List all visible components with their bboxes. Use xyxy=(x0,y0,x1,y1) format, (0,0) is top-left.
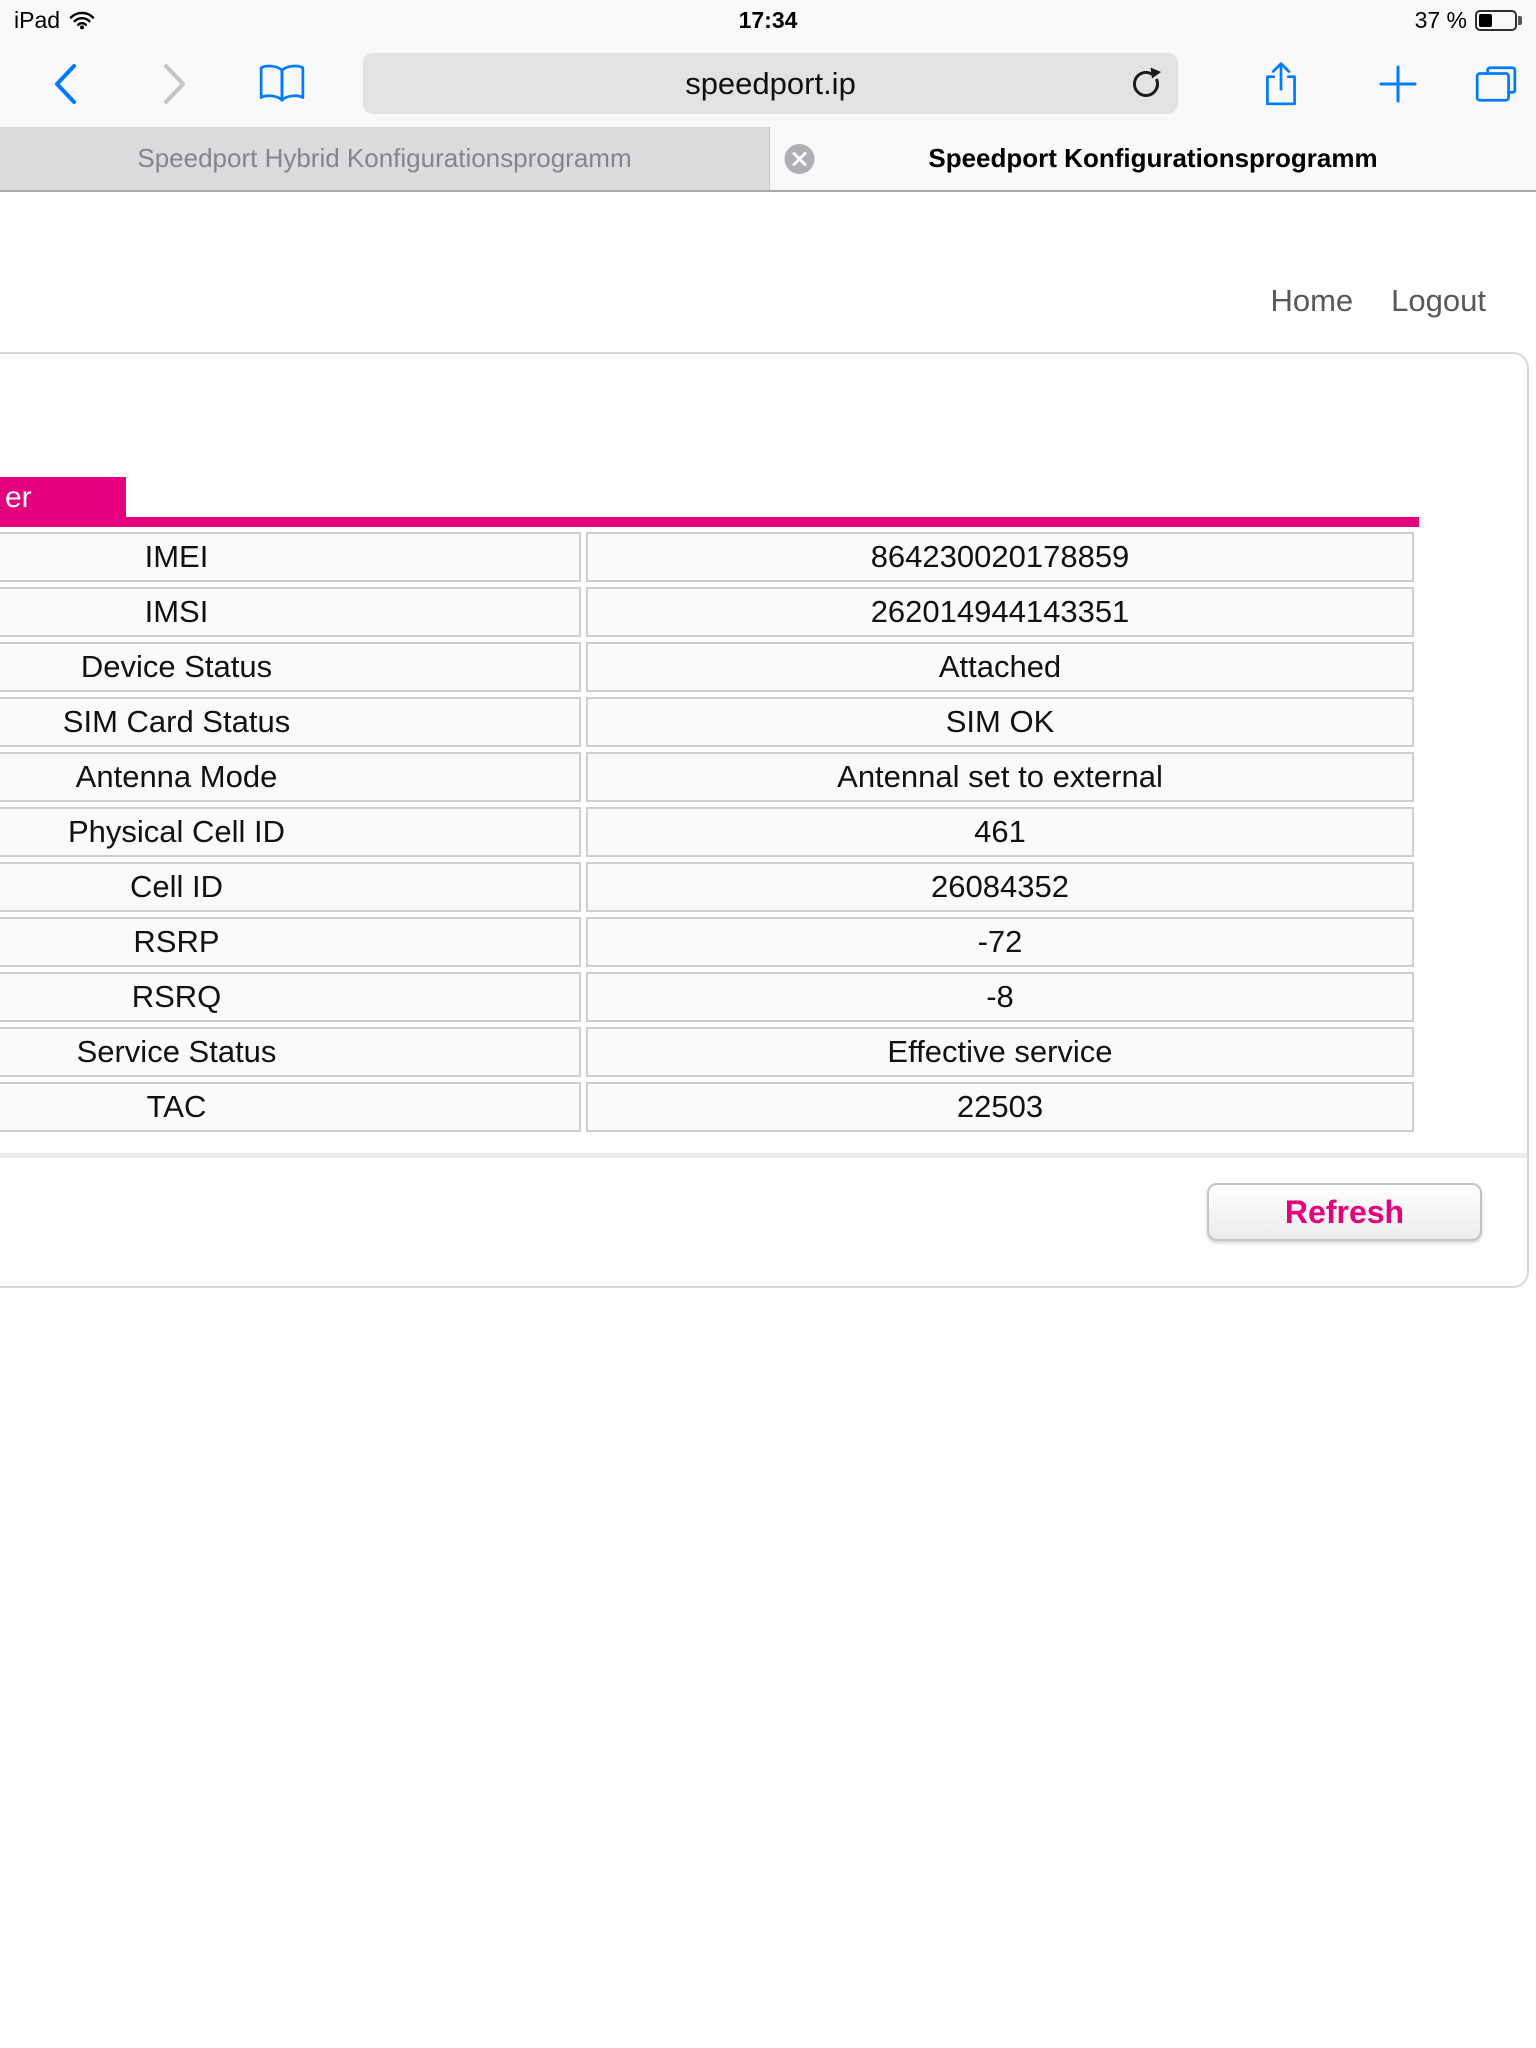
tab-speedport-konfigurationsprogramm[interactable] xyxy=(770,127,1536,190)
row-label: Physical Cell ID xyxy=(0,807,581,857)
table-row xyxy=(0,642,1414,692)
row-value: Effective service xyxy=(586,1027,1414,1077)
table-row xyxy=(0,917,1414,967)
share-icon xyxy=(1262,60,1300,108)
row-label: Cell ID xyxy=(0,862,581,912)
table-row xyxy=(0,532,1414,582)
tab-bar xyxy=(0,127,1536,192)
table-row xyxy=(0,972,1414,1022)
section-accent-bar xyxy=(0,517,1419,527)
table-row xyxy=(0,862,1414,912)
close-tab-button[interactable] xyxy=(784,143,815,174)
table-row xyxy=(0,807,1414,857)
forward-button[interactable] xyxy=(162,40,188,127)
row-label: RSRQ xyxy=(0,972,581,1022)
row-label: SIM Card Status xyxy=(0,697,581,747)
refresh-button[interactable]: Refresh xyxy=(1207,1183,1482,1241)
share-button[interactable] xyxy=(1262,40,1300,127)
row-value: -8 xyxy=(586,972,1414,1022)
page-nav-links xyxy=(1270,283,1486,319)
lte-section-tab-label: er xyxy=(5,481,32,514)
battery-fill xyxy=(1479,14,1492,27)
reload-icon xyxy=(1128,66,1164,102)
new-tab-button[interactable] xyxy=(1378,40,1418,127)
browser-toolbar xyxy=(0,40,1536,127)
battery-percent-label: 37 % xyxy=(1414,6,1467,33)
table-row xyxy=(0,587,1414,637)
tab-speedport-hybrid[interactable] xyxy=(0,127,770,190)
row-label: Device Status xyxy=(0,642,581,692)
table-row xyxy=(0,1027,1414,1077)
table-row xyxy=(0,1082,1414,1132)
row-label: IMEI xyxy=(0,532,581,582)
tabs-icon xyxy=(1474,64,1518,104)
device-label: iPad xyxy=(14,6,61,33)
logout-link[interactable]: Logout xyxy=(1391,283,1486,318)
row-value: -72 xyxy=(586,917,1414,967)
lte-info-table xyxy=(0,527,1419,1137)
content-panel xyxy=(0,352,1529,1288)
section-divider xyxy=(0,1153,1527,1158)
row-label: IMSI xyxy=(0,587,581,637)
close-icon xyxy=(784,143,815,174)
row-value: 461 xyxy=(586,807,1414,857)
forward-chevron-icon xyxy=(166,66,183,102)
tab-overview-button[interactable] xyxy=(1474,40,1518,127)
row-label: TAC xyxy=(0,1082,581,1132)
plus-icon xyxy=(1378,64,1418,104)
row-value: 262014944143351 xyxy=(586,587,1414,637)
row-label: Antenna Mode xyxy=(0,752,581,802)
battery-icon xyxy=(1475,10,1522,31)
table-row xyxy=(0,752,1414,802)
row-value: Antennal set to external xyxy=(586,752,1414,802)
webpage-content xyxy=(0,192,1536,2048)
tab-title: Speedport Konfigurationsprogramm xyxy=(928,143,1378,173)
home-link[interactable]: Home xyxy=(1270,283,1354,318)
tab-title: Speedport Hybrid Konfigurationsprogramm xyxy=(137,143,632,173)
clock: 17:34 xyxy=(738,6,798,33)
row-value: 864230020178859 xyxy=(586,532,1414,582)
bookmarks-button[interactable] xyxy=(258,40,306,127)
table-row xyxy=(0,697,1414,747)
row-label: Service Status xyxy=(0,1027,581,1077)
reload-button[interactable] xyxy=(1128,53,1164,114)
back-chevron-icon xyxy=(57,66,74,102)
row-value: Attached xyxy=(586,642,1414,692)
row-value: 26084352 xyxy=(586,862,1414,912)
row-label: RSRP xyxy=(0,917,581,967)
url-text: speedport.ip xyxy=(685,65,856,101)
row-value: 22503 xyxy=(586,1082,1414,1132)
url-bar[interactable] xyxy=(363,53,1178,114)
row-value: SIM OK xyxy=(586,697,1414,747)
book-icon xyxy=(258,63,306,105)
back-button[interactable] xyxy=(52,40,78,127)
status-bar xyxy=(0,0,1536,40)
lte-section-tab[interactable] xyxy=(0,477,126,517)
